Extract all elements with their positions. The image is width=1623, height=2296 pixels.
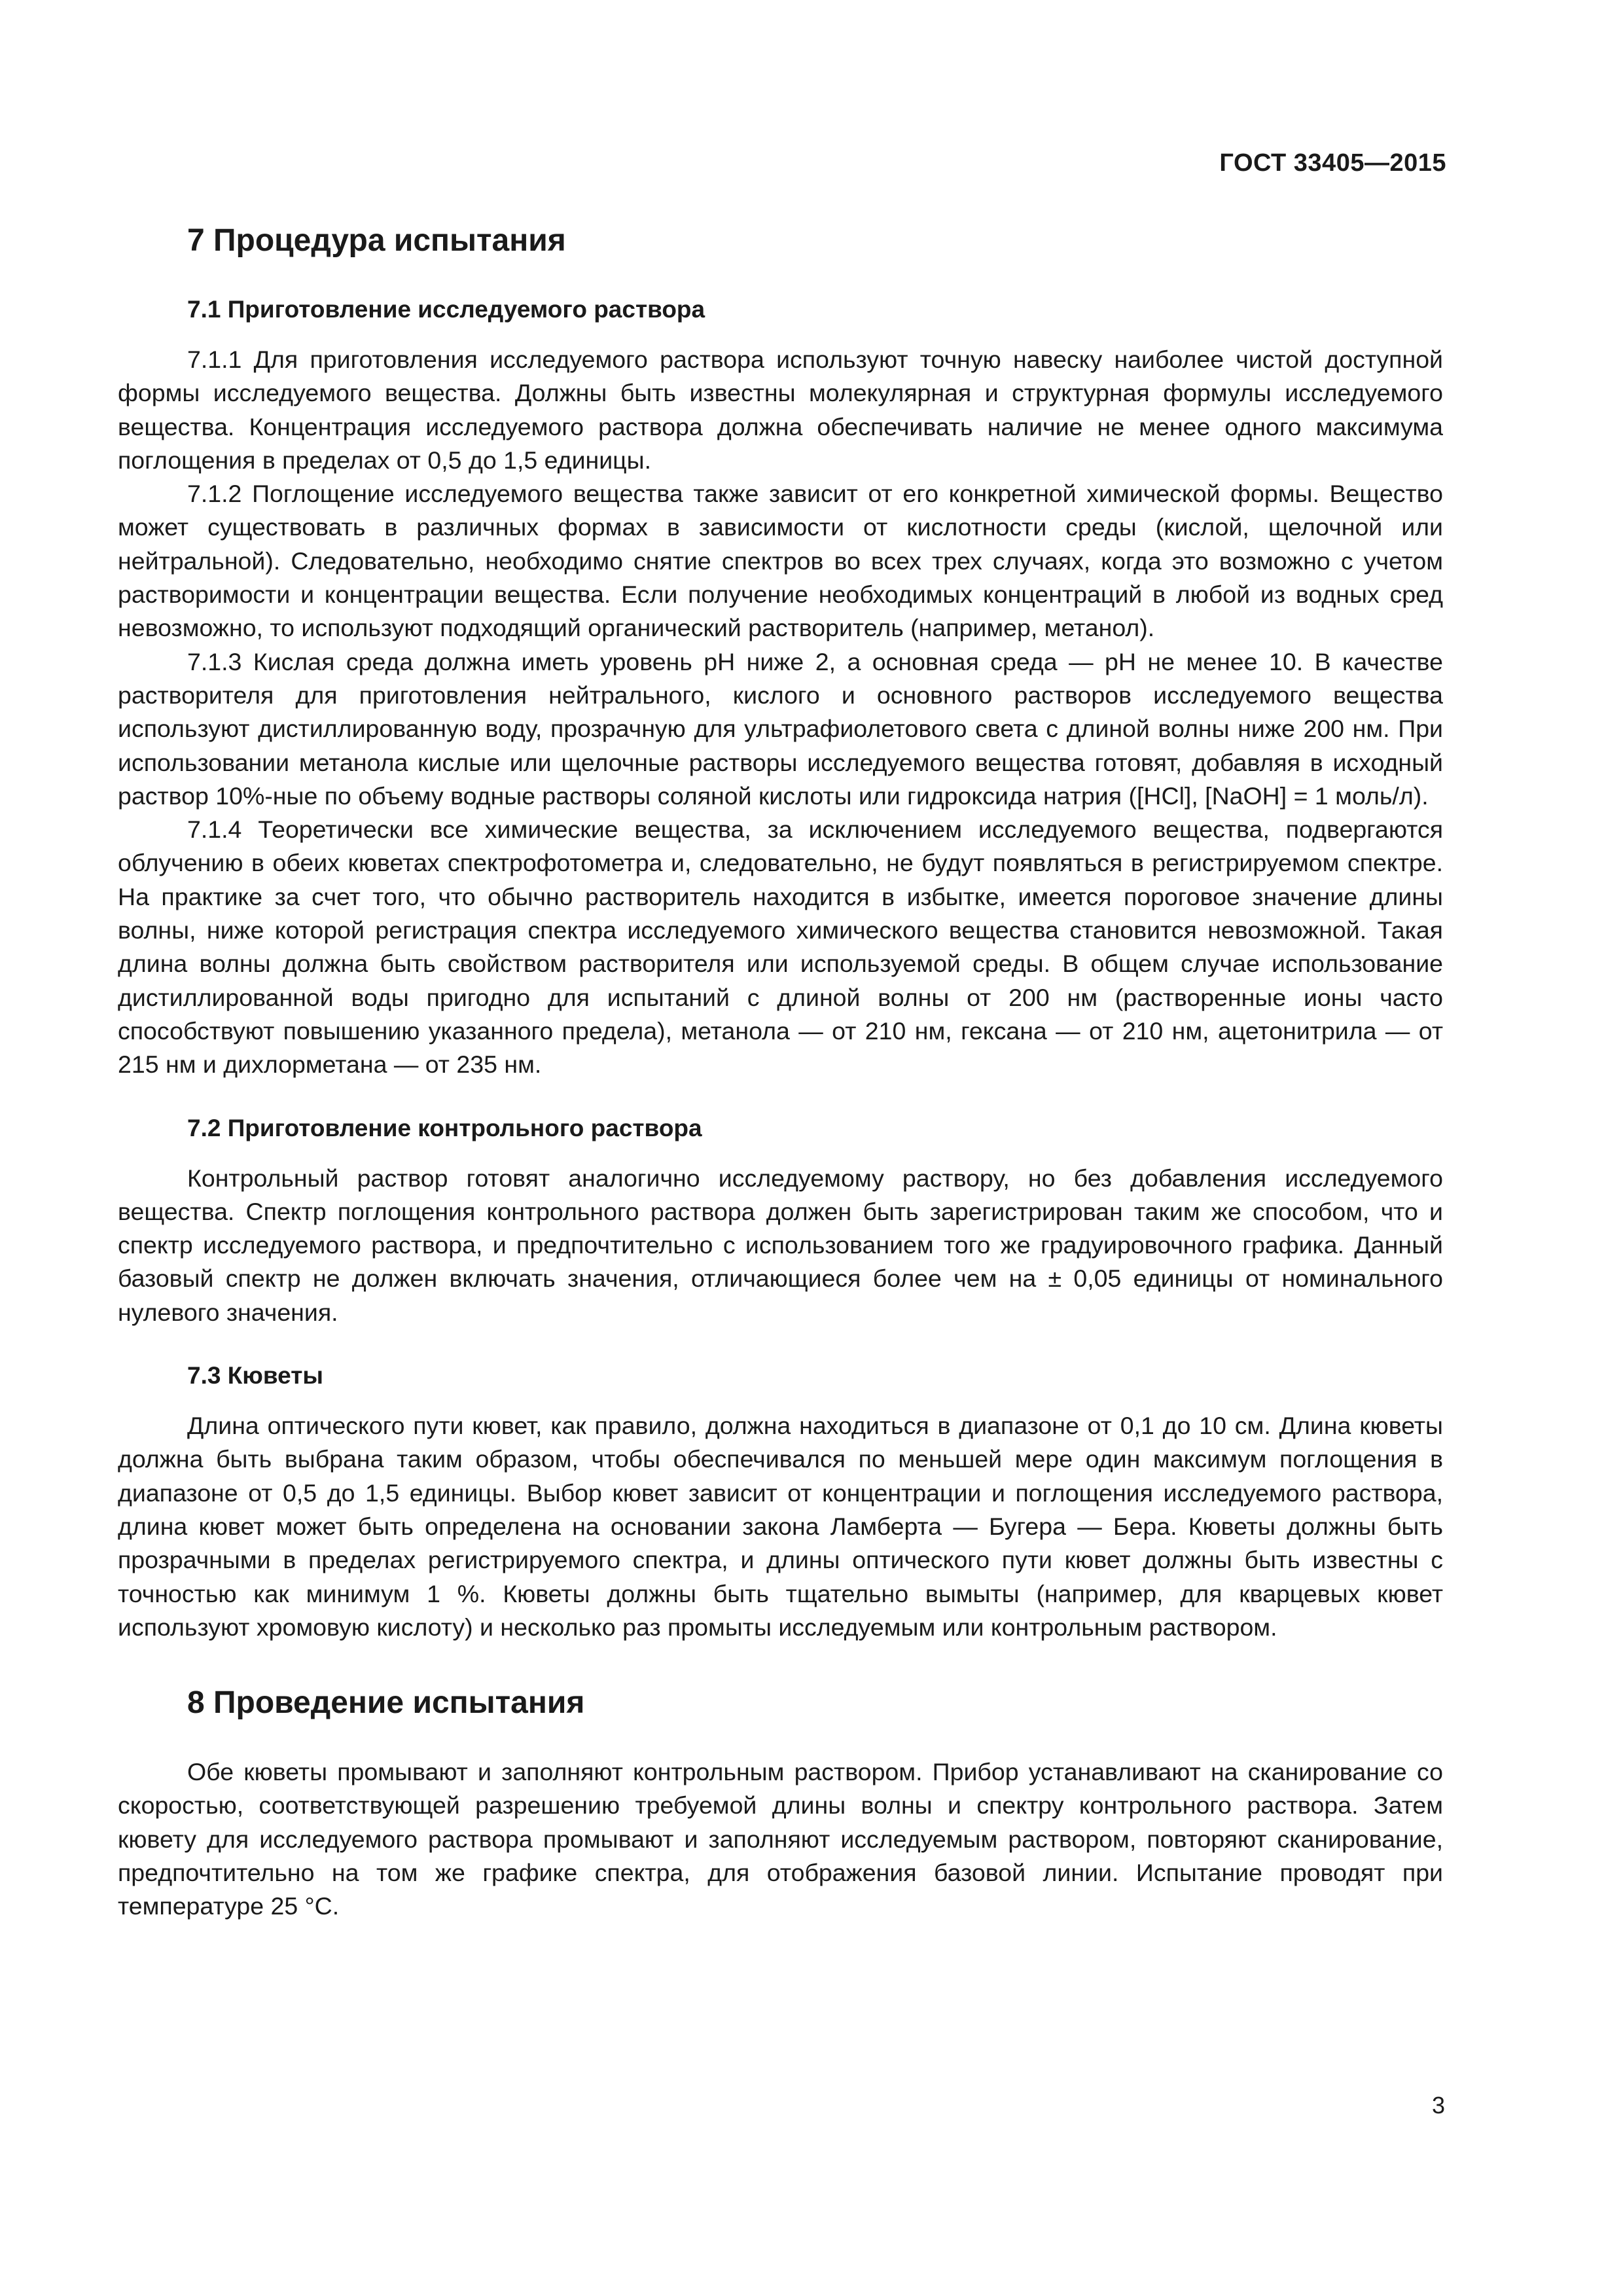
subsection-7-1-title: 7.1 Приготовление исследуемого раствора — [187, 296, 705, 323]
paragraph-7-2: Контрольный раствор готовят аналогично исследуемому раствору, но без добавления исследуемого вещества. Спектр поглощения контрольного раствора должен быть зарегистрирован таким же способом, что и спектр исследуемого раствора, и предпочтительно с использованием того же градуировочного графика. Данный базовый спектр не должен включать значения, отличающиеся более чем на ± 0,05 единицы от номинального нулевого значения. — [118, 1164, 1443, 1326]
paragraph-7-3: Длина оптического пути кювет, как правило, должна находиться в диапазоне от 0,1 до 10 см. Длина кюветы должна быть выбрана таким образом, чтобы обеспечивался по меньшей мере один максимум поглощения в диапазоне от 0,5 до 1,5 единицы. Выбор кювет зависит от концентрации и поглощения исследуемого раствора, длина кювет может быть определена на основании закона Ламберта — Бугера — Бера. Кюветы должны быть прозрачными в пределах регистрируемого спектра, и длины оптического пути кювет должны быть известны с точностью как минимум 1 %. Кюветы должны быть тщательно вымыты (например, для кварцевых кювет используют хромовую кислоту) и несколько раз промыты исследуемым или контрольным раствором. — [118, 1412, 1443, 1641]
standard-id: ГОСТ 33405—2015 — [1219, 149, 1446, 177]
section-8-title: 8 Проведение испытания — [187, 1685, 585, 1721]
paragraph-7-1-1: 7.1.1 Для приготовления исследуемого раствора используют точную навеску наиболее чистой доступной формы исследуемого вещества. Должны быть известны молекулярная и структурная формулы исследуемого вещества. Концентрация исследуемого раствора должна обеспечивать наличие не менее одного максимума поглощения в пределах от 0,5 до 1,5 единицы. — [118, 346, 1443, 474]
subsection-7-2-title: 7.2 Приготовление контрольного раствора — [187, 1114, 702, 1141]
document-body — [118, 221, 1443, 1924]
paragraph-7-1-3: 7.1.3 Кислая среда должна иметь уровень pH ниже 2, а основная среда — pH не менее 10. В качестве растворителя для приготовления нейтрального, кислого и основного растворов исследуемого вещества используют дистиллированную воду, прозрачную для ультрафиолетового света с длиной волны ниже 200 нм. При использовании метанола кислые или щелочные растворы исследуемого вещества готовят, добавляя в исходный раствор 10%-ные по объему водные растворы соляной кислоты или гидроксида натрия ([HCl], [NaOH] = 1 моль/л). — [118, 647, 1443, 810]
subsection-7-3-title: 7.3 Кюветы — [187, 1362, 323, 1390]
section-7-title: 7 Процедура испытания — [187, 223, 566, 258]
paragraph-7-1-2: 7.1.2 Поглощение исследуемого вещества также зависит от его конкретной химической формы. Вещество может существовать в различных формах в зависимости от кислотности среды (кислой, щелочной или нейтральной). Следовательно, необходимо снятие спектров во всех трех случаях, когда это возможно с учетом растворимости и концентрации вещества. Если получение необходимых концентраций в любой из водных сред невозможно, то используют подходящий органический растворитель (например, метанол). — [118, 480, 1443, 642]
page-number: 3 — [1431, 2092, 1445, 2119]
paragraph-7-1-4: 7.1.4 Теоретически все химические вещества, за исключением исследуемого вещества, подвергаются облучению в обеих кюветах спектрофотометра и, следовательно, не будут появляться в регистрируемом спектре. На практике за счет того, что обычно растворитель находится в избытке, имеется пороговое значение длины волны, ниже которой регистрация спектра исследуемого химического вещества становится невозможной. Такая длина волны должна быть свойством растворителя или используемой среды. В общем случае использование дистиллированной воды пригодно для испытаний с длиной волны от 200 нм (растворенные ионы часто способствуют повышению указанного предела), метанола — от 210 нм, гексана — от 210 нм, ацетонитрила — от 215 нм и дихлорметана — от 235 нм. — [118, 816, 1443, 1079]
paragraph-8: Обе кюветы промывают и заполняют контрольным раствором. Прибор устанавливают на сканирование со скоростью, соответствующей разрешению требуемой длины волны и спектру контрольного раствора. Затем кювету для исследуемого раствора промывают и заполняют исследуемым раствором, повторяют сканирование, предпочтительно на том же графике спектра, для отображения базовой линии. Испытание проводят при температуре 25 °С. — [118, 1758, 1443, 1920]
